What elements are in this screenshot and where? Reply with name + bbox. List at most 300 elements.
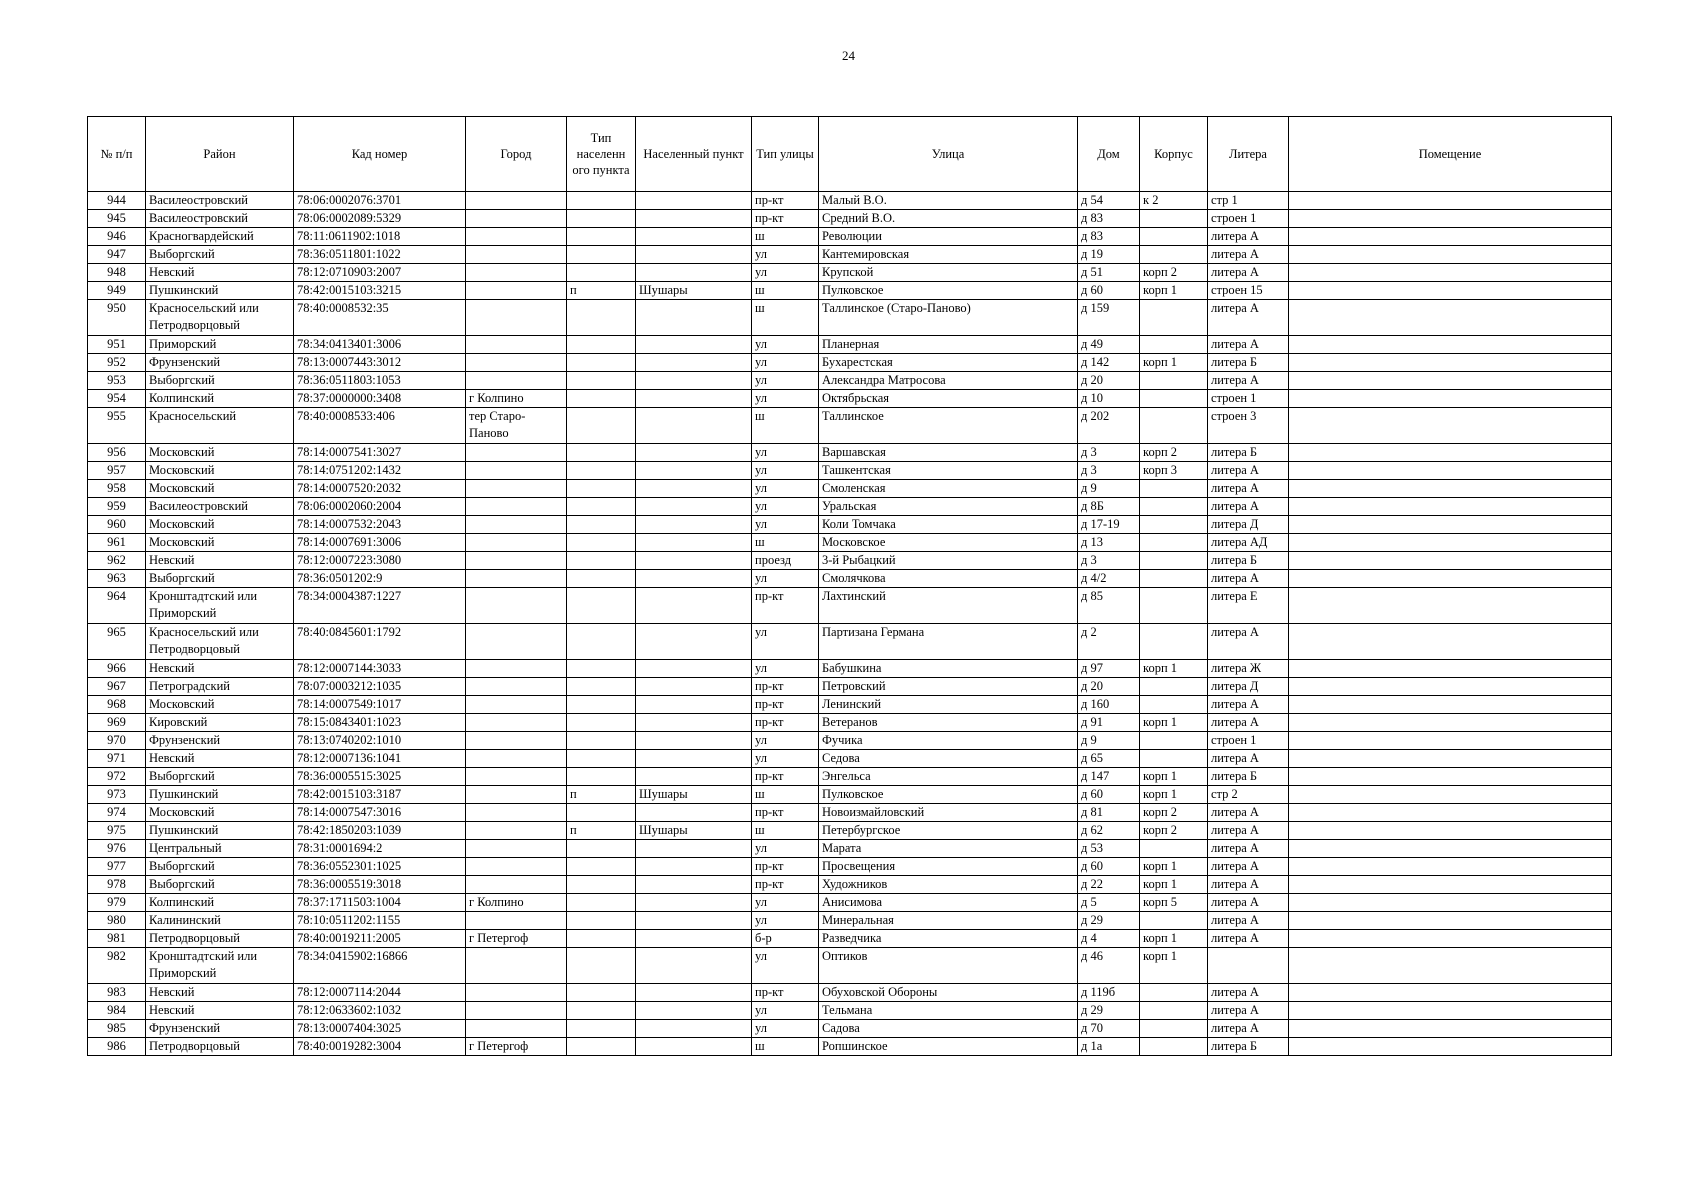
table-cell xyxy=(567,1002,636,1020)
table-cell: Ветеранов xyxy=(819,714,1078,732)
table-cell: п xyxy=(567,786,636,804)
table-cell xyxy=(1289,336,1612,354)
table-cell xyxy=(1140,300,1208,336)
table-cell: строен 1 xyxy=(1208,732,1289,750)
table-cell: литера А xyxy=(1208,1002,1289,1020)
table-cell xyxy=(1140,372,1208,390)
table-cell xyxy=(1289,300,1612,336)
table-cell: 976 xyxy=(88,840,146,858)
table-cell: ул xyxy=(752,1020,819,1038)
table-row xyxy=(88,732,1612,750)
table-cell: корп 1 xyxy=(1140,858,1208,876)
table-cell: литера А xyxy=(1208,714,1289,732)
table-cell: г Петергоф xyxy=(466,1038,567,1056)
table-cell: Художников xyxy=(819,876,1078,894)
table-cell xyxy=(1289,552,1612,570)
table-cell: Красносельский или Петродворцовый xyxy=(146,624,294,660)
table-cell: 78:36:0005519:3018 xyxy=(294,876,466,894)
table-row xyxy=(88,246,1612,264)
table-cell: корп 2 xyxy=(1140,822,1208,840)
table-cell: 78:14:0007520:2032 xyxy=(294,480,466,498)
table-cell xyxy=(1289,246,1612,264)
table-cell xyxy=(466,786,567,804)
table-cell xyxy=(1140,624,1208,660)
table-cell xyxy=(1289,192,1612,210)
table-cell: 955 xyxy=(88,408,146,444)
table-row xyxy=(88,498,1612,516)
table-cell xyxy=(567,336,636,354)
table-cell: Бабушкина xyxy=(819,660,1078,678)
table-cell: 956 xyxy=(88,444,146,462)
table-cell: 78:14:0007547:3016 xyxy=(294,804,466,822)
table-cell: д 29 xyxy=(1078,1002,1140,1020)
table-cell xyxy=(636,912,752,930)
header-cell: Помещение xyxy=(1289,117,1612,192)
table-cell xyxy=(1289,750,1612,768)
table-cell: д 22 xyxy=(1078,876,1140,894)
table-row xyxy=(88,876,1612,894)
table-cell: ул xyxy=(752,354,819,372)
table-cell xyxy=(466,750,567,768)
table-row xyxy=(88,1038,1612,1056)
table-cell: д 10 xyxy=(1078,390,1140,408)
header-cell: Город xyxy=(466,117,567,192)
table-cell xyxy=(466,246,567,264)
table-cell xyxy=(466,570,567,588)
table-cell xyxy=(1289,480,1612,498)
table-cell xyxy=(466,912,567,930)
table-cell xyxy=(636,588,752,624)
table-row xyxy=(88,804,1612,822)
header-cell: Улица xyxy=(819,117,1078,192)
table-cell: Невский xyxy=(146,552,294,570)
table-cell xyxy=(636,534,752,552)
table-cell: стр 2 xyxy=(1208,786,1289,804)
table-cell: Фрунзенский xyxy=(146,354,294,372)
table-cell: д 4/2 xyxy=(1078,570,1140,588)
table-cell: пр-кт xyxy=(752,696,819,714)
table-cell xyxy=(466,282,567,300)
table-cell xyxy=(1289,768,1612,786)
table-row xyxy=(88,354,1612,372)
table-cell: стр 1 xyxy=(1208,192,1289,210)
table-cell: Пушкинский xyxy=(146,786,294,804)
header-cell: Корпус xyxy=(1140,117,1208,192)
table-cell: 981 xyxy=(88,930,146,948)
table-cell xyxy=(1289,840,1612,858)
table-cell: ул xyxy=(752,660,819,678)
table-cell xyxy=(636,444,752,462)
table-cell: 982 xyxy=(88,948,146,984)
table-cell: пр-кт xyxy=(752,768,819,786)
table-cell: Выборгский xyxy=(146,768,294,786)
table-cell xyxy=(567,660,636,678)
table-cell: Тельмана xyxy=(819,1002,1078,1020)
table-cell: пр-кт xyxy=(752,210,819,228)
table-row xyxy=(88,534,1612,552)
table-cell: 959 xyxy=(88,498,146,516)
table-cell: 78:34:0004387:1227 xyxy=(294,588,466,624)
table-cell: 985 xyxy=(88,1020,146,1038)
table-cell: Московский xyxy=(146,444,294,462)
table-cell: 78:37:0000000:3408 xyxy=(294,390,466,408)
table-cell: пр-кт xyxy=(752,678,819,696)
table-row xyxy=(88,840,1612,858)
table-cell: 946 xyxy=(88,228,146,246)
table-cell: Центральный xyxy=(146,840,294,858)
table-cell: 957 xyxy=(88,462,146,480)
table-cell: 980 xyxy=(88,912,146,930)
table-cell: ш xyxy=(752,282,819,300)
table-cell: Садова xyxy=(819,1020,1078,1038)
table-cell: литера Б xyxy=(1208,552,1289,570)
table-cell: д 62 xyxy=(1078,822,1140,840)
table-cell: литера А xyxy=(1208,228,1289,246)
table-cell: литера Ж xyxy=(1208,660,1289,678)
table-cell: 984 xyxy=(88,1002,146,1020)
table-cell: Петродворцовый xyxy=(146,930,294,948)
table-row xyxy=(88,750,1612,768)
table-cell: Колпинский xyxy=(146,894,294,912)
table-cell: д 4 xyxy=(1078,930,1140,948)
table-cell: 78:13:0740202:1010 xyxy=(294,732,466,750)
table-cell: пр-кт xyxy=(752,714,819,732)
table-cell: литера Б xyxy=(1208,1038,1289,1056)
table-cell xyxy=(466,660,567,678)
table-row xyxy=(88,678,1612,696)
table-cell xyxy=(1140,912,1208,930)
table-cell: пр-кт xyxy=(752,984,819,1002)
header-cell: № п/п xyxy=(88,117,146,192)
table-cell xyxy=(1140,336,1208,354)
table-cell xyxy=(567,750,636,768)
table-cell xyxy=(1289,228,1612,246)
table-cell: Марата xyxy=(819,840,1078,858)
table-cell: Седова xyxy=(819,750,1078,768)
table-cell: Варшавская xyxy=(819,444,1078,462)
table-cell xyxy=(466,444,567,462)
table-row xyxy=(88,336,1612,354)
table-cell: Фучика xyxy=(819,732,1078,750)
header-cell: Литера xyxy=(1208,117,1289,192)
table-cell xyxy=(1289,984,1612,1002)
table-cell xyxy=(466,516,567,534)
table-cell: 970 xyxy=(88,732,146,750)
table-cell: 78:34:0413401:3006 xyxy=(294,336,466,354)
table-cell xyxy=(636,552,752,570)
table-cell xyxy=(1289,264,1612,282)
table-cell xyxy=(1140,570,1208,588)
table-cell: Оптиков xyxy=(819,948,1078,984)
table-row xyxy=(88,516,1612,534)
table-cell xyxy=(636,1020,752,1038)
table-cell xyxy=(567,570,636,588)
header-cell: Кад номер xyxy=(294,117,466,192)
table-cell: Московский xyxy=(146,462,294,480)
table-cell xyxy=(636,840,752,858)
table-cell: Ропшинское xyxy=(819,1038,1078,1056)
table-cell: строен 15 xyxy=(1208,282,1289,300)
table-cell xyxy=(1140,588,1208,624)
table-cell: проезд xyxy=(752,552,819,570)
table-cell: 78:36:0552301:1025 xyxy=(294,858,466,876)
table-cell: д 3 xyxy=(1078,444,1140,462)
table-cell: Московский xyxy=(146,696,294,714)
table-cell xyxy=(567,228,636,246)
table-cell: ул xyxy=(752,246,819,264)
table-cell: 951 xyxy=(88,336,146,354)
table-cell: литера А xyxy=(1208,804,1289,822)
table-cell xyxy=(1289,444,1612,462)
table-cell xyxy=(1289,714,1612,732)
table-cell: ш xyxy=(752,408,819,444)
table-cell xyxy=(1289,786,1612,804)
table-cell xyxy=(567,444,636,462)
table-cell: д 17-19 xyxy=(1078,516,1140,534)
table-row xyxy=(88,912,1612,930)
table-cell xyxy=(466,624,567,660)
table-cell: 953 xyxy=(88,372,146,390)
table-cell xyxy=(636,480,752,498)
table-cell xyxy=(466,840,567,858)
table-cell: Кантемировская xyxy=(819,246,1078,264)
table-cell xyxy=(1140,498,1208,516)
table-cell: д 49 xyxy=(1078,336,1140,354)
table-cell: литера А xyxy=(1208,750,1289,768)
table-cell: 78:14:0007691:3006 xyxy=(294,534,466,552)
table-cell xyxy=(636,354,752,372)
table-cell: Выборгский xyxy=(146,858,294,876)
table-row xyxy=(88,894,1612,912)
table-cell: д 3 xyxy=(1078,552,1140,570)
table-cell: Приморский xyxy=(146,336,294,354)
table-cell: пр-кт xyxy=(752,858,819,876)
table-cell: 948 xyxy=(88,264,146,282)
table-cell: 78:12:0710903:2007 xyxy=(294,264,466,282)
table-cell: Кронштадтский или Приморский xyxy=(146,588,294,624)
table-cell: литера А xyxy=(1208,372,1289,390)
table-cell: 78:12:0007114:2044 xyxy=(294,984,466,1002)
table-cell xyxy=(1289,516,1612,534)
table-cell: 961 xyxy=(88,534,146,552)
table-cell xyxy=(567,300,636,336)
table-cell: Партизана Германа xyxy=(819,624,1078,660)
table-cell xyxy=(636,930,752,948)
table-cell: 78:37:1711503:1004 xyxy=(294,894,466,912)
table-cell xyxy=(636,264,752,282)
table-cell xyxy=(466,822,567,840)
table-cell: 78:12:0007144:3033 xyxy=(294,660,466,678)
table-cell: Шушары xyxy=(636,786,752,804)
table-cell: Таллинское (Старо-Паново) xyxy=(819,300,1078,336)
table-cell: д 65 xyxy=(1078,750,1140,768)
table-cell: корп 2 xyxy=(1140,804,1208,822)
table-cell: ш xyxy=(752,786,819,804)
table-cell: ул xyxy=(752,264,819,282)
table-cell: Энгельса xyxy=(819,768,1078,786)
table-cell: д 53 xyxy=(1078,840,1140,858)
table-cell: литера А xyxy=(1208,912,1289,930)
table-cell: п xyxy=(567,282,636,300)
table-cell: литера А xyxy=(1208,624,1289,660)
table-row xyxy=(88,660,1612,678)
table-cell xyxy=(1140,516,1208,534)
table-cell: пр-кт xyxy=(752,192,819,210)
table-cell: Бухарестская xyxy=(819,354,1078,372)
table-cell: 952 xyxy=(88,354,146,372)
table-cell: д 29 xyxy=(1078,912,1140,930)
table-cell xyxy=(567,390,636,408)
table-cell: строен 3 xyxy=(1208,408,1289,444)
table-cell xyxy=(1140,552,1208,570)
table-cell xyxy=(636,660,752,678)
table-cell: д 20 xyxy=(1078,678,1140,696)
table-cell: д 147 xyxy=(1078,768,1140,786)
table-row xyxy=(88,192,1612,210)
table-cell: Революции xyxy=(819,228,1078,246)
table-cell: Шушары xyxy=(636,822,752,840)
table-cell: литера А xyxy=(1208,894,1289,912)
table-cell: пр-кт xyxy=(752,588,819,624)
table-cell xyxy=(1289,624,1612,660)
table-cell xyxy=(466,1002,567,1020)
table-cell: ул xyxy=(752,498,819,516)
table-cell xyxy=(1140,534,1208,552)
table-cell xyxy=(466,462,567,480)
table-cell: ул xyxy=(752,480,819,498)
table-cell: ул xyxy=(752,372,819,390)
table-cell: литера А xyxy=(1208,498,1289,516)
table-cell: Василеостровский xyxy=(146,210,294,228)
table-cell xyxy=(636,714,752,732)
table-cell: 962 xyxy=(88,552,146,570)
table-cell xyxy=(1289,696,1612,714)
table-cell xyxy=(1140,696,1208,714)
table-cell xyxy=(466,768,567,786)
table-cell: ул xyxy=(752,912,819,930)
table-cell: Невский xyxy=(146,984,294,1002)
table-cell xyxy=(1140,750,1208,768)
table-cell: Василеостровский xyxy=(146,192,294,210)
table-cell: 78:40:0845601:1792 xyxy=(294,624,466,660)
table-cell xyxy=(1140,210,1208,228)
table-cell xyxy=(466,948,567,984)
table-cell: Пулковское xyxy=(819,786,1078,804)
table-cell xyxy=(567,984,636,1002)
table-cell xyxy=(1289,1038,1612,1056)
table-cell xyxy=(466,714,567,732)
table-cell: 78:06:0002060:2004 xyxy=(294,498,466,516)
table-cell: 950 xyxy=(88,300,146,336)
table-cell xyxy=(466,210,567,228)
table-cell: литера А xyxy=(1208,264,1289,282)
table-cell: Выборгский xyxy=(146,246,294,264)
table-cell xyxy=(636,462,752,480)
table-cell: 986 xyxy=(88,1038,146,1056)
table-cell xyxy=(466,192,567,210)
table-cell xyxy=(1140,840,1208,858)
table-cell: пр-кт xyxy=(752,804,819,822)
table-row xyxy=(88,210,1612,228)
table-cell xyxy=(567,246,636,264)
table-cell xyxy=(567,1020,636,1038)
table-cell: 78:36:0511801:1022 xyxy=(294,246,466,264)
table-cell xyxy=(567,858,636,876)
table-cell: 78:12:0007223:3080 xyxy=(294,552,466,570)
table-header-row xyxy=(88,117,1612,192)
table-cell: литера АД xyxy=(1208,534,1289,552)
table-cell: Новоизмайловский xyxy=(819,804,1078,822)
table-cell: Минеральная xyxy=(819,912,1078,930)
table-cell: ул xyxy=(752,462,819,480)
table-cell xyxy=(1140,1020,1208,1038)
table-cell: д 85 xyxy=(1078,588,1140,624)
table-cell: 78:40:0019211:2005 xyxy=(294,930,466,948)
table-cell xyxy=(636,768,752,786)
table-cell xyxy=(636,696,752,714)
table-cell: Выборгский xyxy=(146,876,294,894)
table-cell: д 46 xyxy=(1078,948,1140,984)
table-body xyxy=(88,192,1612,1056)
header-cell: Район xyxy=(146,117,294,192)
table-cell: литера А xyxy=(1208,984,1289,1002)
table-cell: литера Д xyxy=(1208,678,1289,696)
table-cell xyxy=(466,552,567,570)
table-cell xyxy=(1289,678,1612,696)
table-cell: 975 xyxy=(88,822,146,840)
table-cell: корп 1 xyxy=(1140,768,1208,786)
table-cell xyxy=(636,1002,752,1020)
table-cell: 78:36:0005515:3025 xyxy=(294,768,466,786)
table-cell xyxy=(1289,588,1612,624)
table-cell: д 97 xyxy=(1078,660,1140,678)
table-cell: 969 xyxy=(88,714,146,732)
table-cell: 963 xyxy=(88,570,146,588)
table-cell: 78:42:0015103:3187 xyxy=(294,786,466,804)
table-cell: ул xyxy=(752,750,819,768)
table-cell: 78:40:0008532:35 xyxy=(294,300,466,336)
table-cell xyxy=(1289,660,1612,678)
table-cell: д 1а xyxy=(1078,1038,1140,1056)
table-cell: 983 xyxy=(88,984,146,1002)
page-number: 24 xyxy=(842,48,855,63)
table-cell xyxy=(1289,876,1612,894)
table-cell: корп 1 xyxy=(1140,282,1208,300)
table-cell: д 54 xyxy=(1078,192,1140,210)
table-cell: д 60 xyxy=(1078,858,1140,876)
table-cell xyxy=(636,372,752,390)
table-cell: 964 xyxy=(88,588,146,624)
table-cell: корп 1 xyxy=(1140,660,1208,678)
table-cell: Красносельский xyxy=(146,408,294,444)
table-cell: 78:13:0007443:3012 xyxy=(294,354,466,372)
table-cell: Петровский xyxy=(819,678,1078,696)
table-cell xyxy=(636,210,752,228)
table-cell: д 119б xyxy=(1078,984,1140,1002)
table-cell: Александра Матросова xyxy=(819,372,1078,390)
table-cell: литера Б xyxy=(1208,768,1289,786)
table-cell: литера Е xyxy=(1208,588,1289,624)
table-cell: ш xyxy=(752,228,819,246)
table-cell: д 83 xyxy=(1078,228,1140,246)
table-cell: 78:11:0611902:1018 xyxy=(294,228,466,246)
table-cell: д 60 xyxy=(1078,282,1140,300)
table-cell: Выборгский xyxy=(146,570,294,588)
table-cell: д 8Б xyxy=(1078,498,1140,516)
table-cell: литера Д xyxy=(1208,516,1289,534)
table-cell: г Колпино xyxy=(466,390,567,408)
table-cell: г Петергоф xyxy=(466,930,567,948)
